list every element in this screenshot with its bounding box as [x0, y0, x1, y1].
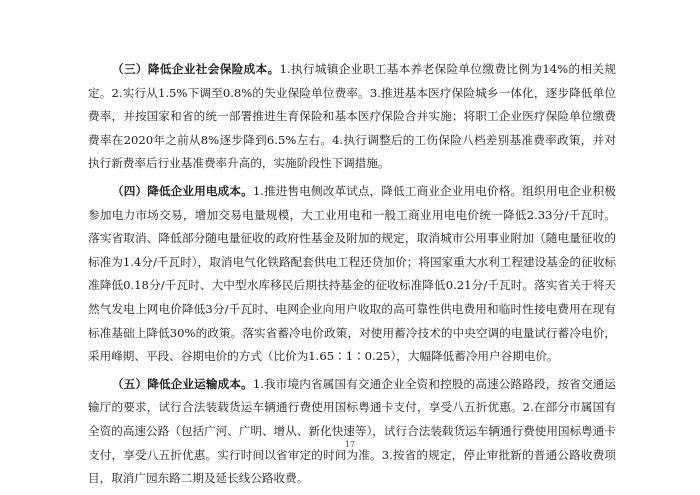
- section-social-insurance: [88, 58, 616, 176]
- section-text: 1.我市境内省属国有交通企业全资和控股的高速公路路段，按省交通运输厅的要求，试行合法装载货运车辆通行费使用国标粤通卡支付，享受八五折优惠。2.在部分市属国有全资的高速公路（包括广河、广明、增从、新化快速等），试行合法装载货运车辆通行费使用国标粤通卡支付，享受八五折优惠。实行时间以省审定的时间为准。3.按省的规定，停止审批新的普通公路收费项目，取消广园东路二期及延长线公路收费。: [88, 376, 616, 486]
- section-heading: （五）降低企业运输成本。: [112, 376, 253, 391]
- page-number: 17: [344, 440, 356, 449]
- section-text: 1.推进售电侧改革试点，降低工商业企业用电价格。组织用电企业积极参加电力市场交易，增加交易电量规模，大工业用电和一般工商业用电电价统一降低2.33分/千瓦时。落实省取消、降低部分随电量征收的政府性基金及附加的规定，取消城市公用事业附加（随电量征收的标准为1.4分/千瓦时），取消电气化铁路配套供电工程还贷加价；将国家重大水利工程建设基金的征收标准降低0.18分/千瓦时、大中型水库移民后期扶持基金的征收标准降低0.21分/千瓦时。落实省关于将天然气发电上网电价降低3分/千瓦时、电网企业向用户收取的高可靠性供电费用和临时性接电费用在现有标准基础上降低30%的政策。落实省蓄冷电价政策，对使用蓄冷技术的中央空调的电量试行蓄冷电价，采用峰期、平段、谷期电价的方式（比价为1.65∶1∶0.25），大幅降低蓄冷用户谷期电价。: [88, 183, 616, 364]
- document-body: [88, 58, 616, 495]
- section-heading: （三）降低企业社会保险成本。: [112, 62, 280, 76]
- section-electricity: [88, 180, 616, 369]
- section-heading: （四）降低企业用电成本。: [112, 183, 253, 198]
- section-transport: [88, 373, 616, 491]
- section-text: 1.执行城镇企业职工基本养老保险单位缴费比例为14%的相关规定。2.实行从1.5%下调至0.8%的失业保险单位费率。3.推进基本医疗保险城乡一体化，逐步降低单位费率，并按国家和省的统一部署推进生育保险和基本医疗保险合并实施；将职工企业医疗保险单位缴费费率在2020年之前从8%逐步降到6.5%左右。4.执行调整后的工伤保险八档差别基准费率政策，并对执行新费率后行业基准费率升高的，实施阶段性下调措施。: [88, 62, 616, 171]
